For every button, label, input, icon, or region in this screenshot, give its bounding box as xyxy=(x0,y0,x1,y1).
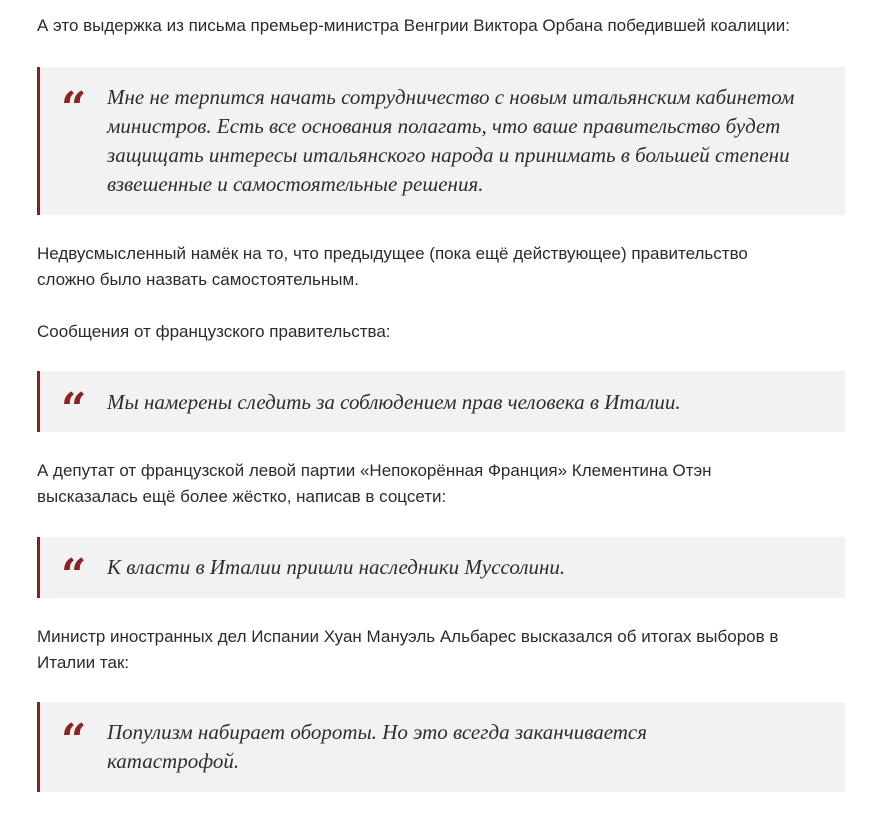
quote-mark-icon: “ xyxy=(61,715,84,766)
blockquote-orban xyxy=(37,67,845,215)
quote-text-deputy: К власти в Италии пришли наследники Муссолини. xyxy=(107,555,566,579)
quote-text-orban: Мне не терпится начать сотрудничество с новым итальянским кабинетом министров. Есть все основания полагать, что ваше правительство будет защищать интересы итальянского народа и принимать в большей степени взвешенные и самостоятельные решения. xyxy=(107,85,795,196)
paragraph-intro-orban: А это выдержка из письма премьер-министра Венгрии Виктора Орбана победившей коалиции: xyxy=(37,16,790,35)
blockquote-deputy xyxy=(37,537,845,601)
blockquote-spain xyxy=(37,702,845,792)
quote-text-spain: Популизм набирает обороты. Но это всегда заканчивается катастрофой. xyxy=(107,720,648,773)
paragraph-intro-spain: Министр иностранных дел Испании Хуан Мануэль Альбарес высказался об итогах выборов в Италии так: xyxy=(37,627,779,672)
paragraph-intro-france: Сообщения от французского правительства: xyxy=(37,322,391,341)
paragraph-comment-hint: Недвусмысленный намёк на то, что предыдущее (пока ещё действующее) правительство сложно было назвать самостоятельным. xyxy=(37,244,748,289)
paragraph-intro-deputy: А депутат от французской левой партии «Непокорённая Франция» Клементина Отэн высказалась ещё более жёстко, написав в соцсети: xyxy=(37,461,712,506)
quote-mark-icon: “ xyxy=(61,83,84,134)
quote-mark-icon: “ xyxy=(61,550,84,601)
quote-mark-icon: “ xyxy=(61,384,84,435)
blockquote-france xyxy=(37,371,845,435)
quote-text-france: Мы намерены следить за соблюдением прав человека в Италии. xyxy=(107,390,681,414)
